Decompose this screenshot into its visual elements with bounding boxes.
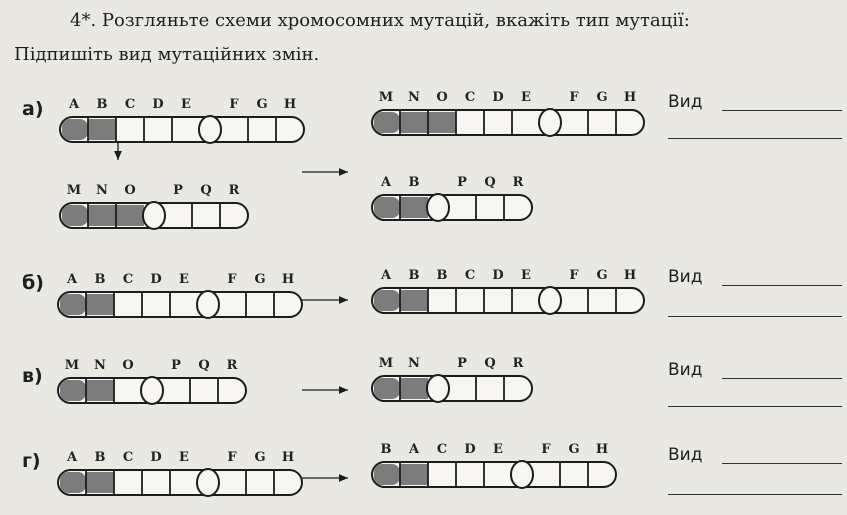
gene-label: D (150, 450, 162, 465)
gene-label: M (378, 90, 394, 105)
gene-label: H (281, 272, 295, 287)
gene-segment-shaded (62, 205, 88, 226)
task-subtitle: Підпишіть вид мутаційних змін. (14, 44, 320, 65)
gene-label: O (124, 183, 136, 198)
gene-label: H (281, 450, 295, 465)
gene-label: M (64, 358, 80, 373)
centromere (197, 469, 219, 496)
gene-segment-shaded (88, 205, 116, 226)
gene-label: G (254, 272, 266, 287)
gene-segment-shaded (374, 464, 400, 485)
gene-label: D (464, 442, 476, 457)
gene-segment-shaded (374, 197, 400, 218)
gene-label: P (457, 175, 467, 190)
gene-label: F (569, 268, 579, 283)
gene-label: A (68, 97, 80, 112)
centromere (539, 109, 561, 136)
gene-label: H (623, 90, 637, 105)
gene-label: A (408, 442, 420, 457)
gene-label: D (152, 97, 164, 112)
gene-label: A (380, 175, 392, 190)
gene-segment-shaded (400, 378, 428, 399)
gene-label: C (122, 450, 134, 465)
gene-label: N (96, 183, 108, 198)
gene-segment-shaded (400, 197, 428, 218)
gene-label: P (171, 358, 181, 373)
gene-label: E (493, 442, 503, 457)
answer-label-a: Вид (668, 92, 703, 112)
gene-label: R (226, 358, 238, 373)
centromere (511, 461, 533, 488)
gene-label: F (541, 442, 551, 457)
gene-label: F (229, 97, 239, 112)
task-title: 4*. Розгляньте схеми хромосомних мутацій, вкажіть тип мутації: (70, 10, 690, 31)
gene-label: Q (484, 175, 496, 190)
gene-label: E (521, 268, 531, 283)
row-label-b: б) (22, 272, 44, 294)
gene-label: D (492, 268, 504, 283)
gene-label: P (457, 356, 467, 371)
answer-label-b: Вид (668, 267, 703, 287)
row-label-g: г) (22, 450, 41, 472)
gene-label: F (569, 90, 579, 105)
gene-label: F (227, 450, 237, 465)
gene-label: M (66, 183, 82, 198)
gene-label: E (179, 450, 189, 465)
gene-label: Q (484, 356, 496, 371)
gene-label: E (181, 97, 191, 112)
gene-segment-shaded (60, 380, 86, 401)
centromere (197, 291, 219, 318)
gene-segment-shaded (400, 464, 428, 485)
gene-label: G (596, 90, 608, 105)
gene-label: Q (200, 183, 212, 198)
gene-label: M (378, 356, 394, 371)
gene-segment-shaded (374, 378, 400, 399)
gene-segment-shaded (374, 112, 400, 133)
gene-label: A (66, 450, 78, 465)
centromere (199, 116, 221, 143)
gene-label: G (256, 97, 268, 112)
gene-label: D (150, 272, 162, 287)
gene-label: O (122, 358, 134, 373)
gene-label: A (380, 268, 392, 283)
gene-label: C (122, 272, 134, 287)
answer-label-g: Вид (668, 445, 703, 465)
row-label-v: в) (22, 365, 43, 387)
gene-label: B (94, 450, 106, 465)
gene-label: N (408, 356, 420, 371)
gene-segment-shaded (116, 205, 144, 226)
centromere (427, 375, 449, 402)
gene-label: F (227, 272, 237, 287)
gene-label: B (436, 268, 448, 283)
gene-label: D (492, 90, 504, 105)
gene-label: C (464, 268, 476, 283)
gene-label: R (512, 356, 524, 371)
gene-label: C (436, 442, 448, 457)
gene-segment-shaded (400, 112, 428, 133)
gene-segment-shaded (60, 294, 86, 315)
gene-segment-shaded (62, 119, 88, 140)
row-label-a: а) (22, 98, 44, 120)
gene-label: A (66, 272, 78, 287)
gene-label: N (408, 90, 420, 105)
gene-segment-shaded (428, 112, 456, 133)
gene-label: H (623, 268, 637, 283)
gene-segment-shaded (60, 472, 86, 493)
gene-label: G (568, 442, 580, 457)
gene-label: Q (198, 358, 210, 373)
gene-label: B (96, 97, 108, 112)
gene-label: G (254, 450, 266, 465)
gene-segment-shaded (374, 290, 400, 311)
gene-label: R (228, 183, 240, 198)
gene-label: B (94, 272, 106, 287)
gene-label: O (436, 90, 448, 105)
gene-segment-shaded (88, 119, 116, 140)
gene-label: H (595, 442, 609, 457)
answer-label-v: Вид (668, 360, 703, 380)
gene-label: E (521, 90, 531, 105)
centromere (539, 287, 561, 314)
gene-label: C (124, 97, 136, 112)
gene-label: E (179, 272, 189, 287)
gene-label: H (283, 97, 297, 112)
gene-label: N (94, 358, 106, 373)
centromere (427, 194, 449, 221)
gene-segment-shaded (400, 290, 428, 311)
gene-label: B (408, 268, 420, 283)
gene-label: R (512, 175, 524, 190)
gene-label: B (380, 442, 392, 457)
gene-label: B (408, 175, 420, 190)
centromere (141, 377, 163, 404)
gene-label: G (596, 268, 608, 283)
gene-label: P (173, 183, 183, 198)
gene-segment-shaded (86, 294, 114, 315)
gene-segment-shaded (86, 472, 114, 493)
gene-segment-shaded (86, 380, 114, 401)
gene-label: C (464, 90, 476, 105)
centromere (143, 202, 165, 229)
